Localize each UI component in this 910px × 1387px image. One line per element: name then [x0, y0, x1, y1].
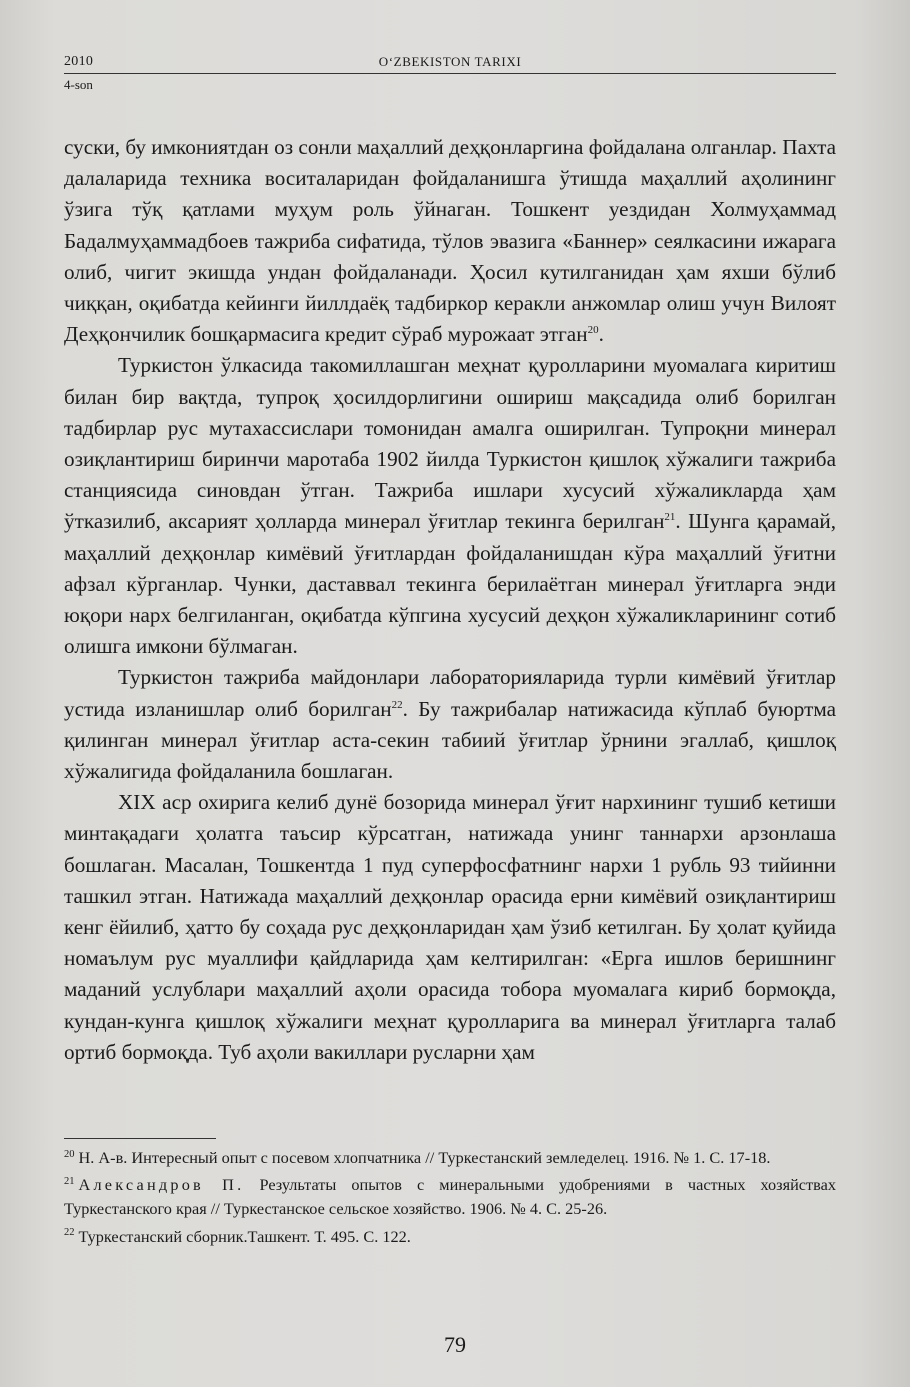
header-issue: 4-son: [64, 77, 93, 92]
main-text: [64, 132, 836, 1068]
paragraph-4: XIX аср охирига келиб дунё бозорида минерал ўғит нархининг тушиб кетиши минтақадаги ҳолатга таъсир кўрсатган, натижада унинг таннархи арзонлаша бошлаган. Масалан, Тошкентда 1 пуд суперфосфатнинг нархи 1 рубль 93 тийинни ташкил этган. Натижада маҳаллий деҳқонлар орасида ерни кимёвий озиқлантириш кенг ёйилиб, ҳатто бу соҳада рус деҳқонларидан ҳам ўзиб кетилган. Бу ҳолат қуйида номаълум рус муаллифи қайдларида ҳам келтирилган: «Ерга ишлов беришнинг маданий услублари маҳаллий аҳоли орасида тобора муомалага кириб бормоқда, кундан-кунга қишлоқ хўжалиги меҳнат қуролларига ва минерал ўғитларга талаб ортиб бормоқда. Туб аҳоли вакиллари русларни ҳам: [64, 790, 836, 1064]
footnote-ref-22: 22: [391, 698, 403, 711]
header-journal-title: O‘ZBEKISTON TARIXI: [378, 54, 522, 69]
paragraph-1: суски, бу имкониятдан оз сонли маҳаллий деҳқонларгина фойдалана олганлар. Пахта далаларида техника воситаларидан фойдаланишга ўтишда маҳаллий аҳолининг ўзига тўқ қатлами муҳум роль ўйнаган. Тошкент уездидан Холмуҳаммад Бадалмуҳаммадбоев тажриба сифатида, тўлов эвазига «Баннер» сеялкасини ижарага олиб, чигит экишда ундан фойдаланади. Ҳосил кутилганидан ҳам яхши бўлиб чиққан, оқибатда кейинги йиллдаёқ тадбиркор керакли анжомлар олиш учун Вилоят Деҳқончилик бошқармасига кредит сўраб мурожаат этган$^{20}$.: [64, 135, 836, 347]
page-number: 79: [444, 1332, 466, 1357]
footnotes: [64, 1146, 836, 1252]
footnote-22: $^{22}$ Туркестанский сборник.Ташкент. Т. 495. С. 122.: [64, 1226, 411, 1246]
footnote-separator: [64, 1138, 216, 1139]
paragraph-3: Туркистон тажриба майдонлари лабораторияларида турли кимёвий ўғитлар устида изланишлар олиб борилган$^{22}$. Бу тажрибалар натижасида кўплаб буюртма қилинган минерал ўғитлар аста-секин табиий ўғитлар ўрнини эгаллаб, қишлоқ хўжалигида фойдаланила бошлаган.: [64, 665, 836, 784]
header-year: 2010: [64, 54, 94, 69]
footnote-20: $^{20}$ Н. А-в. Интересный опыт с посевом хлопчатника // Туркестанский земледелец. 1916. № 1. С. 17-18.: [64, 1148, 771, 1167]
running-header: [64, 52, 836, 92]
footnote-ref-21: 21: [664, 511, 676, 524]
paragraph-2: Туркистон ўлкасида такомиллашган меҳнат қуролларини муомалага киритиш билан бир вақтда, тупроқ ҳосилдорлигини ошириш мақсадида олиб борилган тадбирлар рус мутахассислари томонидан амалга оширилган. Тупроқни минерал озиқлантириш биринчи маротаба 1902 йилда Туркистон қишлоқ хўжалиги тажриба станциясида синовдан ўтган. Тажриба ишлари хусусий хўжаликларда ҳам ўтказилиб, аксарият ҳолларда минерал ўғитлар текинга берилган$^{21}$. Шунга қарамай, маҳаллий деҳқонлар кимёвий ўғитлардан фойдаланишдан кўра маҳаллий ўғитни афзал кўрганлар. Чунки, даставвал текинга берилаётган минерал ўғитларга энди юқори нарх белгиланган, оқибатда кўпгина хусусий деҳқон хўжаликларининг сотиб олишга имкони бўлмаган.: [64, 353, 836, 659]
footnote-ref-20: 20: [587, 324, 599, 337]
header-rule: [64, 73, 836, 74]
footnote-21: $^{21}$ Александров П. Результаты опытов с минеральными удобрениями в частных хозяйствах Туркестанского края // Туркестанское сельское хозяйство. 1906. № 4. С. 25-26.: [64, 1175, 836, 1219]
